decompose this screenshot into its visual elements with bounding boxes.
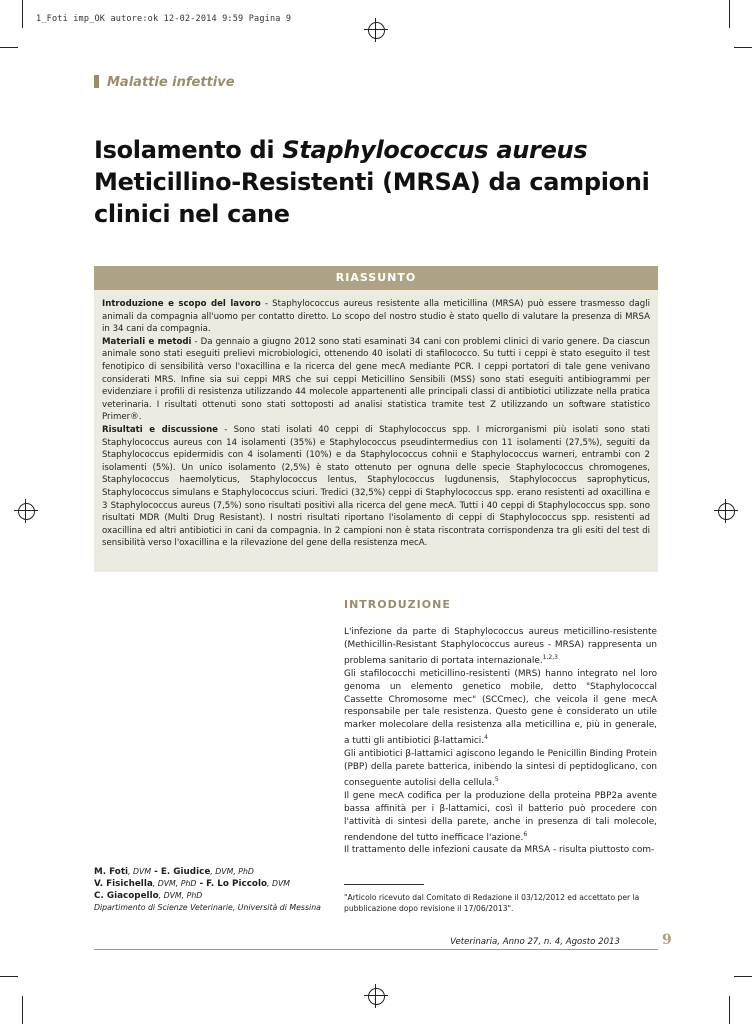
title-species: Staphylococcus aureus [282, 136, 588, 164]
author-name: M. Foti [94, 867, 129, 877]
abstract-intro-label: Introduzione e scopo del lavoro [102, 299, 261, 309]
author-degree: , DVM [128, 867, 152, 876]
abstract-results-label: Risultati e discussione [102, 424, 219, 435]
intro-paragraph: Gli antibiotici β-lattamici agiscono legando le Penicillin Binding Protein (PBP) della parete batterica, inibendo la sintesi di peptidoglicano, con conseguente autolisi della cellula. [344, 749, 657, 788]
author-degree: , DVM, PhD [152, 879, 197, 888]
author-name: C. Giacopello [94, 891, 159, 901]
crop-mark [734, 47, 752, 48]
intro-paragraph: Il trattamento delle infezioni causate da MRSA - risulta piuttosto com- [344, 845, 655, 856]
crop-mark [0, 976, 18, 977]
author-name: - E. Giudice [151, 867, 211, 877]
crop-mark [22, 996, 23, 1024]
author-degree: , DVM [267, 879, 291, 888]
abstract-methods-text: - Da gennaio a giugno 2012 sono stati esaminati 34 cani con problemi clinici di vario genere. Da ciascun animale sono stati eseguiti prelievi microbiologici, ottenendo 40 isolati di stafilococco. Su tutti i ceppi è stato eseguito il test fenotipico di sensibilità verso l'oxacillina e la ricerca del gene mecA mediante PCR. I ceppi portatori di tale gene venivano considerati MRS. Infine sia sui ceppi MRS che sui ceppi Meticillino Sensibili (MSS) sono stati eseguiti antibiogrammi per evidenziare i profili di resistenza utilizzando 44 molecole appartenenti alle principali classi di antibiotici utilizzate nella pratica veterinaria. I risultati ottenuti sono stati sottoposti ad analisi statistica tramite test Z utilizzando un software statistico Primer®. [102, 336, 650, 423]
author-degree: , DVM, PhD [158, 891, 203, 900]
crop-mark [729, 996, 730, 1024]
article-title [94, 134, 654, 230]
abstract-methods-label: Materiali e metodi [102, 336, 192, 347]
abstract-box [94, 266, 658, 572]
author-affiliation: Dipartimento di Scienze Veterinarie, Università di Messina [94, 903, 321, 912]
author-degree: , DVM, PhD [210, 867, 254, 876]
section-bar [94, 75, 99, 88]
citation: 5 [494, 775, 499, 783]
citation: 1,2,3 [542, 653, 558, 661]
author-name: - F. Lo Piccolo [196, 879, 268, 889]
intro-paragraph: Il gene mecA codifica per la produzione della proteina PBP2a avente bassa affinità per i β-lattamici, così il batterio può procedere con l'attività di sintesi della parete, anche in presenza di tali molecole, rendendone del tutto inefficace l'azione. [344, 790, 657, 843]
journal-citation: Veterinaria, Anno 27, n. 4, Agosto 2013 [450, 937, 620, 947]
page-number: 9 [662, 932, 672, 948]
abstract-heading: RIASSUNTO [94, 266, 658, 290]
intro-paragraph: Gli stafilococchi meticillino-resistenti (MRS) hanno integrato nel loro genoma un elemento genetico mobile, detto "Staphylococcal Cassette Chromosome mec" (SCCmec), che veicola il gene mecA responsabile per tale resistenza. Questo gene è considerato un utile marker molecolare della resistenza alla meticillina e, più in generale, a tutti gli antibiotici β-lattamici. [344, 668, 657, 747]
registration-mark-left [14, 499, 38, 523]
introduction-heading: INTRODUZIONE [344, 598, 451, 611]
registration-mark-bottom [364, 984, 388, 1008]
abstract-intro-text: - Staphylococcus aureus resistente alla meticillina (MRSA) può essere trasmesso dagli animali da compagnia all'uomo per contatto diretto. Lo scopo del nostro studio è stato quello di valutare la presenza di MRSA in 34 cani da compagnia. [102, 299, 650, 335]
section-label [94, 75, 235, 90]
footer-rule [94, 949, 658, 950]
footnote: "Articolo ricevuto dal Comitato di Redazione il 03/12/2012 ed accettato per la pubblicazione dopo revisione il 17/06/2013". [344, 893, 640, 913]
author-block [94, 866, 334, 914]
intro-paragraph: L'infezione da parte di Staphylococcus aureus meticillino-resistente (Methicillin-Resistant Staphylococcus aureus - MRSA) rappresenta un problema sanitario di portata internazionale. [344, 627, 657, 666]
title-part1: Isolamento di [94, 136, 283, 164]
section-label-text: Malattie infettive [107, 75, 235, 90]
registration-mark-top [364, 18, 388, 42]
crop-mark [734, 976, 752, 977]
citation: 6 [523, 830, 528, 838]
introduction-body [344, 626, 657, 857]
footnote-rule [344, 884, 424, 885]
crop-mark [729, 0, 730, 28]
citation: 4 [484, 734, 488, 742]
crop-mark [22, 0, 23, 28]
abstract-body [94, 290, 658, 550]
author-name: V. Fisichella [94, 879, 153, 889]
print-slug: 1_Foti imp_OK autore:ok 12-02-2014 9:59 Pagina 9 [36, 14, 292, 24]
registration-mark-right [714, 499, 738, 523]
crop-mark [0, 47, 18, 48]
title-part2: Meticillino-Resistenti (MRSA) da campioni clinici nel cane [94, 168, 650, 228]
abstract-results-text: - Sono stati isolati 40 ceppi di Staphylococcus spp. I microrganismi più isolati sono stati Staphylococcus aureus con 14 isolamenti (35%) e Staphylococcus pseudintermedius con 11 isolamenti (27,5%), seguiti da Staphylococcus epidermidis con 4 isolamenti (10%) e da Staphylococcus cohnii e Staphylococcus warneri, entrambi con 2 isolamenti (5%). Un unico isolamento (2,5%) è stato ottenuto per ognuna delle specie Staphylococcus chromogenes, Staphylococcus haemolyticus, Staphylococcus lentus, Staphylococcus lugdunensis, Staphylococcus saprophyticus, Staphylococcus simulans e Staphylococcus sciuri. Tredici (32,5%) ceppi di Staphylococcus spp. erano resistenti ad oxacillina e 3 Staphylococcus aureus (7,5%) sono risultati positivi alla ricerca del gene mecA. Tutti i 40 ceppi di Staphylococcus spp. sono risultati MDR (Multi Drug Resistant). I nostri risultati riportano l'isolamento di ceppi di Staphylococcus spp. resistenti ad oxacillina ed altri antibiotici in cani da compagnia. In 2 campioni non è stata riscontrata corrispondenza tra gli esiti del test di sensibilità verso l'oxacillina e la rilevazione del gene della resistenza mecA. [102, 424, 650, 549]
